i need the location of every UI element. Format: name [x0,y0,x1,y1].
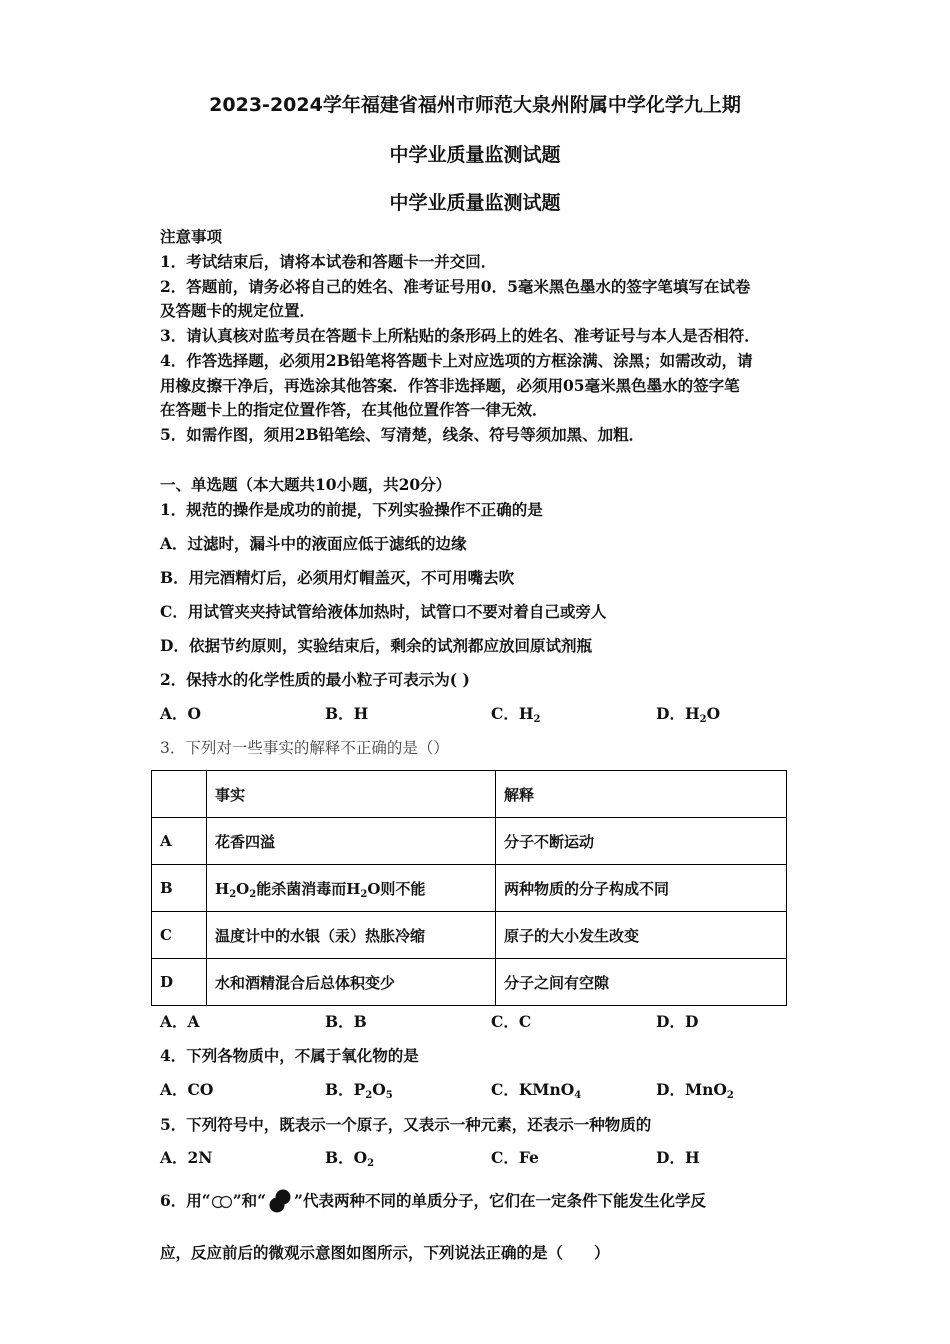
row-label: D [152,959,207,1006]
q4-option-b: B．$P_2O_5$ [325,1080,393,1101]
row-explain: 原子的大小发生改变 [496,912,787,959]
page-title-line2: 中学业质量监测试题 [389,144,561,166]
notice-line-1: 1．考试结束后，请将本试卷和答题卡一并交回． [160,252,497,271]
table-row [152,818,787,865]
q2-option-c: C．$H_2$ [491,704,541,725]
q6-stem-line1: 6．用“ ”和“ ”代表两种不同的单质分子，它们在一定条件下能发生化学反 [160,1186,706,1216]
notice-line-7: 在答题卡上的指定位置作答，在其他位置作答一律无效． [160,400,548,419]
row-label: C [152,912,207,959]
q5-option-c: C．Fe [491,1148,539,1167]
notice-heading: 注意事项 [160,227,223,246]
row-explain: 分子之间有空隙 [496,959,787,1006]
q2-option-b: B．H [325,704,369,723]
q2-option-a: A．O [160,704,202,723]
section-heading: 一、单选题（本大题共10小题，共20分） [160,475,452,494]
q4-option-a: A．CO [160,1080,214,1099]
row-fact: $H_2O_2$能杀菌消毒而$H_2O$则不能 [207,865,496,912]
row-label: B [152,865,207,912]
notice-line-4: 3．请认真核对监考员在答题卡上所粘贴的条形码上的姓名、准考证号与本人是否相符． [160,326,760,345]
black-molecule-icon [266,1188,294,1216]
q1-option-b: B．用完酒精灯后，必须用灯帽盖灭，不可用嘴去吹 [160,568,515,587]
q2-stem: 2．保持水的化学性质的最小粒子可表示为( ) [160,670,470,689]
q5-option-a: A．2N [160,1148,213,1167]
q4-option-d: D．MnO$_2$ [656,1080,734,1101]
table-row [152,912,787,959]
row-fact: 温度计中的水银（汞）热胀冷缩 [207,912,496,959]
q1-stem: 1．规范的操作是成功的前提，下列实验操作不正确的是 [160,500,543,519]
row-label: A [152,818,207,865]
page-title-line1: 2023-2024学年福建省福州市师范大泉州附属中学化学九上期 [209,94,741,116]
q6-stem-line2: 应，反应前后的微观示意图如图所示，下列说法正确的是（ ） [160,1243,610,1262]
notice-line-8: 5．如需作图，须用2B铅笔绘、写清楚，线条、符号等须加黑、加粗． [160,425,645,444]
q5-stem: 5．下列符号中，既表示一个原子，又表示一种元素，还表示一种物质的 [160,1115,652,1134]
table-header-fact: 事实 [207,771,496,818]
q2-option-d: D．$H_2O$ [656,704,721,725]
row-fact: 花香四溢 [207,818,496,865]
q3-option-d: D．D [656,1012,699,1031]
notice-line-3: 及答题卡的规定位置． [160,301,316,320]
q5-option-b: B．$O_2$ [325,1148,375,1169]
notice-line-2: 2．答题前，请务必将自己的姓名、准考证号用0．5毫米黑色墨水的签字笔填写在试卷 [160,277,751,296]
q1-option-c: C．用试管夹夹持试管给液体加热时，试管口不要对着自己或旁人 [160,602,607,621]
q3-option-a: A．A [160,1012,200,1031]
row-explain: 两种物质的分子构成不同 [496,865,787,912]
table-header-explain: 解释 [496,771,787,818]
row-fact: 水和酒精混合后总体积变少 [207,959,496,1006]
q1-option-d: D．依据节约原则，实验结束后，剩余的试剂都应放回原试剂瓶 [160,636,592,655]
q4-option-c: C．KMnO$_4$ [491,1080,582,1101]
q3-table [151,770,787,1006]
notice-line-5: 4．作答选择题，必须用2B铅笔将答题卡上对应选项的方框涂满、涂黑；如需改动，请 [160,351,753,370]
q3-stem: 3．下列对一些事实的解释不正确的是（） [160,739,449,757]
table-cell [152,771,207,818]
q3-option-c: C．C [491,1012,532,1031]
white-molecule-icon [211,1195,233,1209]
q3-option-b: B．B [325,1012,367,1031]
row-explain: 分子不断运动 [496,818,787,865]
notice-line-6: 用橡皮擦干净后，再选涂其他答案．作答非选择题，必须用05毫米黑色墨水的签字笔 [160,376,740,395]
table-header-row [152,771,787,818]
table-row [152,959,787,1006]
table-row [152,865,787,912]
q1-option-a: A．过滤时，漏斗中的液面应低于滤纸的边缘 [160,534,467,553]
q4-stem: 4．下列各物质中，不属于氧化物的是 [160,1046,419,1065]
q5-option-d: D．H [656,1148,700,1167]
page-title-line3: 中学业质量监测试题 [389,192,561,214]
